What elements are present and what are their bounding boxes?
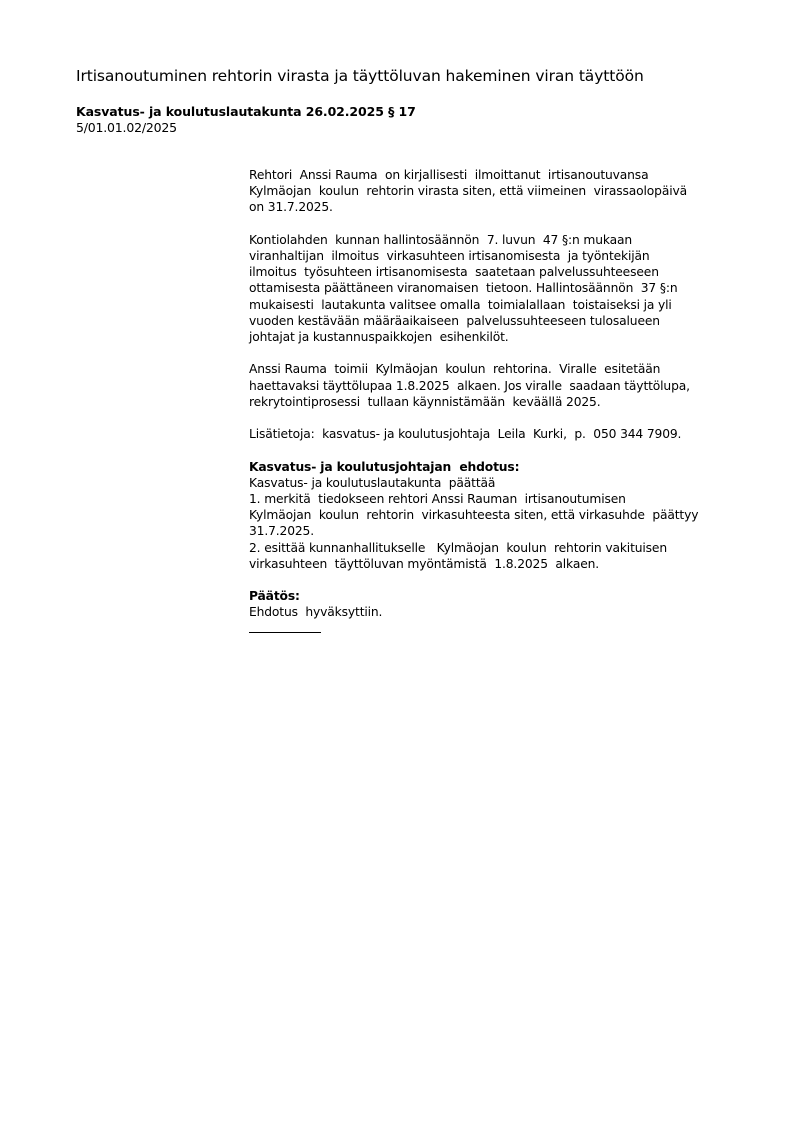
signature-divider (249, 632, 321, 633)
text-line: haettavaksi täyttölupaa 1.8.2025 alkaen. Jos viralle saadaan täyttölupa, (249, 378, 690, 393)
meeting-info (76, 104, 416, 136)
text-line: Lisätietoja: kasvatus- ja koulutusjohtaja Leila Kurki, p. 050 344 7909. (249, 427, 682, 442)
text-line: viranhaltijan ilmoitus virkasuhteen irtisanomisesta ja työntekijän (249, 249, 650, 263)
record-id: 5/01.01.02/2025 (76, 120, 177, 135)
paragraph-resignation (249, 167, 749, 216)
text-line: johtajat ja kustannuspaikkojen esihenkilöt. (249, 330, 509, 345)
text-line: Kylmäojan koulun rehtorin virkasuhteesta siten, että virkasuhde päättyy (249, 508, 699, 523)
text-line: 31.7.2025. (249, 524, 314, 539)
paragraph-contact-info (249, 426, 749, 442)
text-line: 1. merkitä tiedokseen rehtori Anssi Rauman irtisanoutumisen (249, 492, 626, 506)
text-line: rekrytointiprosessi tullaan käynnistämään keväällä 2025. (249, 394, 601, 409)
paragraph-regulations (249, 232, 749, 345)
decision-section (249, 588, 749, 620)
text-line: vuoden kestävään määräaikaiseen palvelussuhteeseen tulosalueen (249, 313, 660, 328)
text-line: Kontiolahden kunnan hallintosäännön 7. luvun 47 §:n mukaan (249, 232, 633, 247)
text-line: ilmoitus työsuhteen irtisanomisesta saatetaan palvelussuhteeseen (249, 265, 659, 280)
decision-text: Ehdotus hyväksyttiin. (249, 605, 383, 620)
decision-heading: Päätös: (249, 589, 300, 604)
text-line: Rehtori Anssi Rauma on kirjallisesti ilmoittanut irtisanoutuvansa (249, 168, 649, 182)
meeting-header: Kasvatus- ja koulutuslautakunta 26.02.2025 § 17 (76, 104, 416, 119)
document-body (249, 167, 749, 633)
text-line: Kasvatus- ja koulutuslautakunta päättää (249, 475, 496, 490)
text-line: mukaisesti lautakunta valitsee omalla toimialallaan toistaiseksi ja yli (249, 297, 672, 312)
proposal-heading: Kasvatus- ja koulutusjohtajan ehdotus: (249, 459, 520, 474)
text-line: 2. esittää kunnanhallitukselle Kylmäojan koulun rehtorin vakituisen (249, 540, 667, 555)
text-line: ottamisesta päättäneen viranomaisen tietoon. Hallintosäännön 37 §:n (249, 281, 678, 296)
document-title: Irtisanoutuminen rehtorin virasta ja täyttöluvan hakeminen viran täyttöön (76, 67, 644, 85)
text-line: virkasuhteen täyttöluvan myöntämistä 1.8.2025 alkaen. (249, 556, 600, 571)
text-line: Anssi Rauma toimii Kylmäojan koulun rehtorina. Viralle esitetään (249, 362, 661, 377)
paragraph-hiring-permit (249, 361, 749, 410)
text-line: Kylmäojan koulun rehtorin virasta siten, että viimeinen virassaolopäivä (249, 184, 687, 199)
text-line: on 31.7.2025. (249, 200, 333, 215)
proposal-section (249, 459, 749, 572)
